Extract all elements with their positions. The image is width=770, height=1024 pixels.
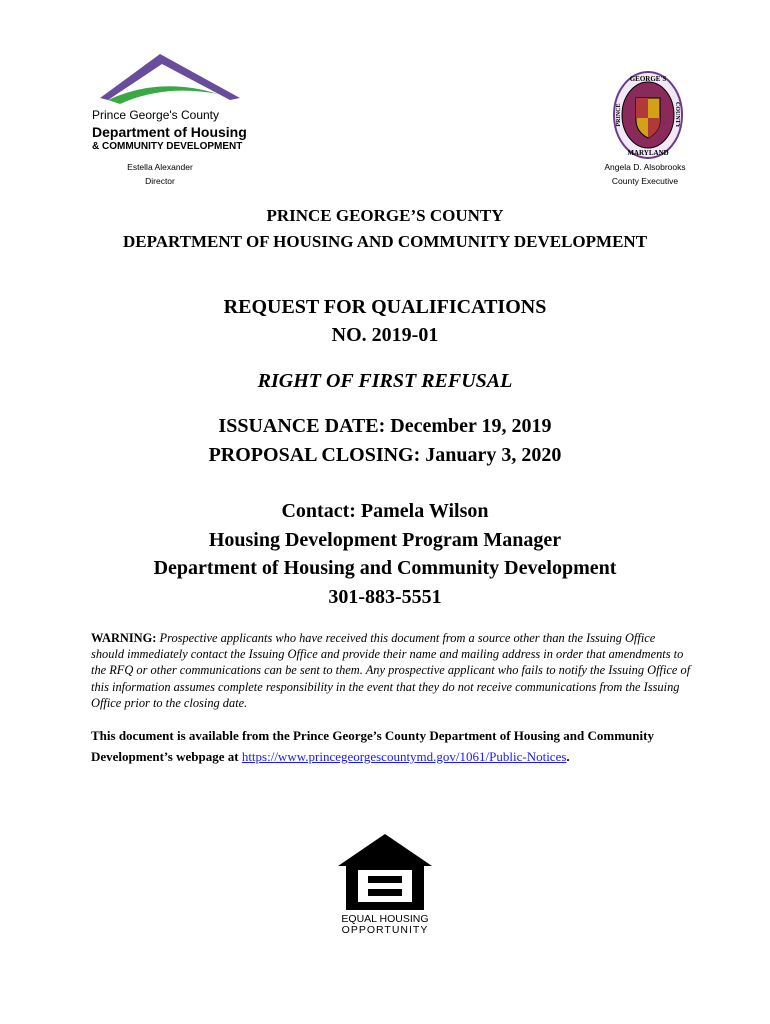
availability-paragraph — [91, 725, 701, 767]
logo-roof-shape — [100, 54, 240, 100]
executive-title: County Executive — [611, 176, 679, 186]
availability-period: . — [566, 749, 570, 764]
public-notices-link[interactable]: https://www.princegeorgescountymd.gov/1061/Public-Notices — [241, 749, 567, 764]
contact-title: Housing Development Program Manager — [208, 529, 562, 551]
contact-name: Contact: Pamela Wilson — [281, 500, 489, 522]
county-seal — [612, 70, 684, 160]
logo-community-text: & COMMUNITY DEVELOPMENT — [92, 141, 243, 152]
director-name: Estella Alexander — [127, 162, 193, 172]
warning-text: Prospective applicants who have received this document from a source other than the Issuing Office should immediately contact the Issuing Office and provide their name and mailing address in order that amendments to the RFQ or other communications can be sent to them. Any prospective applicant who fails to notify the Issuing Office of this information assumes complete responsibility in the event that they do not receive communications from the Issuing Office prior to the closing date. — [91, 631, 691, 710]
warning-paragraph — [91, 630, 691, 711]
executive-name: Angela D. Alsobrooks — [604, 162, 686, 172]
eho-line2: OPPORTUNITY — [341, 924, 429, 936]
eho-line1: EQUAL HOUSING — [341, 913, 429, 925]
director-title: Director — [145, 176, 175, 186]
director-block — [100, 160, 220, 188]
issuance-date: ISSUANCE DATE: December 19, 2019 — [218, 415, 552, 437]
contact-phone: 301-883-5551 — [328, 586, 442, 608]
logo-department-text: Department of Housing — [92, 124, 247, 140]
rfq-subject: RIGHT OF FIRST REFUSAL — [257, 370, 513, 392]
equal-housing-opportunity-logo — [336, 832, 434, 936]
proposal-closing-date: PROPOSAL CLOSING: January 3, 2020 — [208, 444, 562, 466]
county-executive-block — [585, 160, 705, 188]
seal-top-text: GEORGE'S — [629, 75, 667, 83]
availability-text: This document is available from the Prince George’s County Department of Housing and Community Development’s webpage at — [91, 728, 654, 764]
seal-left-text: PRINCE — [616, 103, 622, 127]
rfq-heading: REQUEST FOR QUALIFICATIONS — [223, 296, 547, 318]
seal-bottom-text: MARYLAND — [627, 149, 669, 157]
logo-county-text: Prince George's County — [92, 108, 220, 122]
warning-label: WARNING: — [91, 631, 157, 645]
rfq-number: NO. 2019-01 — [331, 324, 439, 346]
seal-right-text: COUNTY — [674, 101, 680, 129]
contact-department: Department of Housing and Community Development — [153, 557, 617, 579]
department-heading: DEPARTMENT OF HOUSING AND COMMUNITY DEVELOPMENT — [122, 232, 648, 251]
county-heading: PRINCE GEORGE’S COUNTY — [266, 206, 504, 225]
